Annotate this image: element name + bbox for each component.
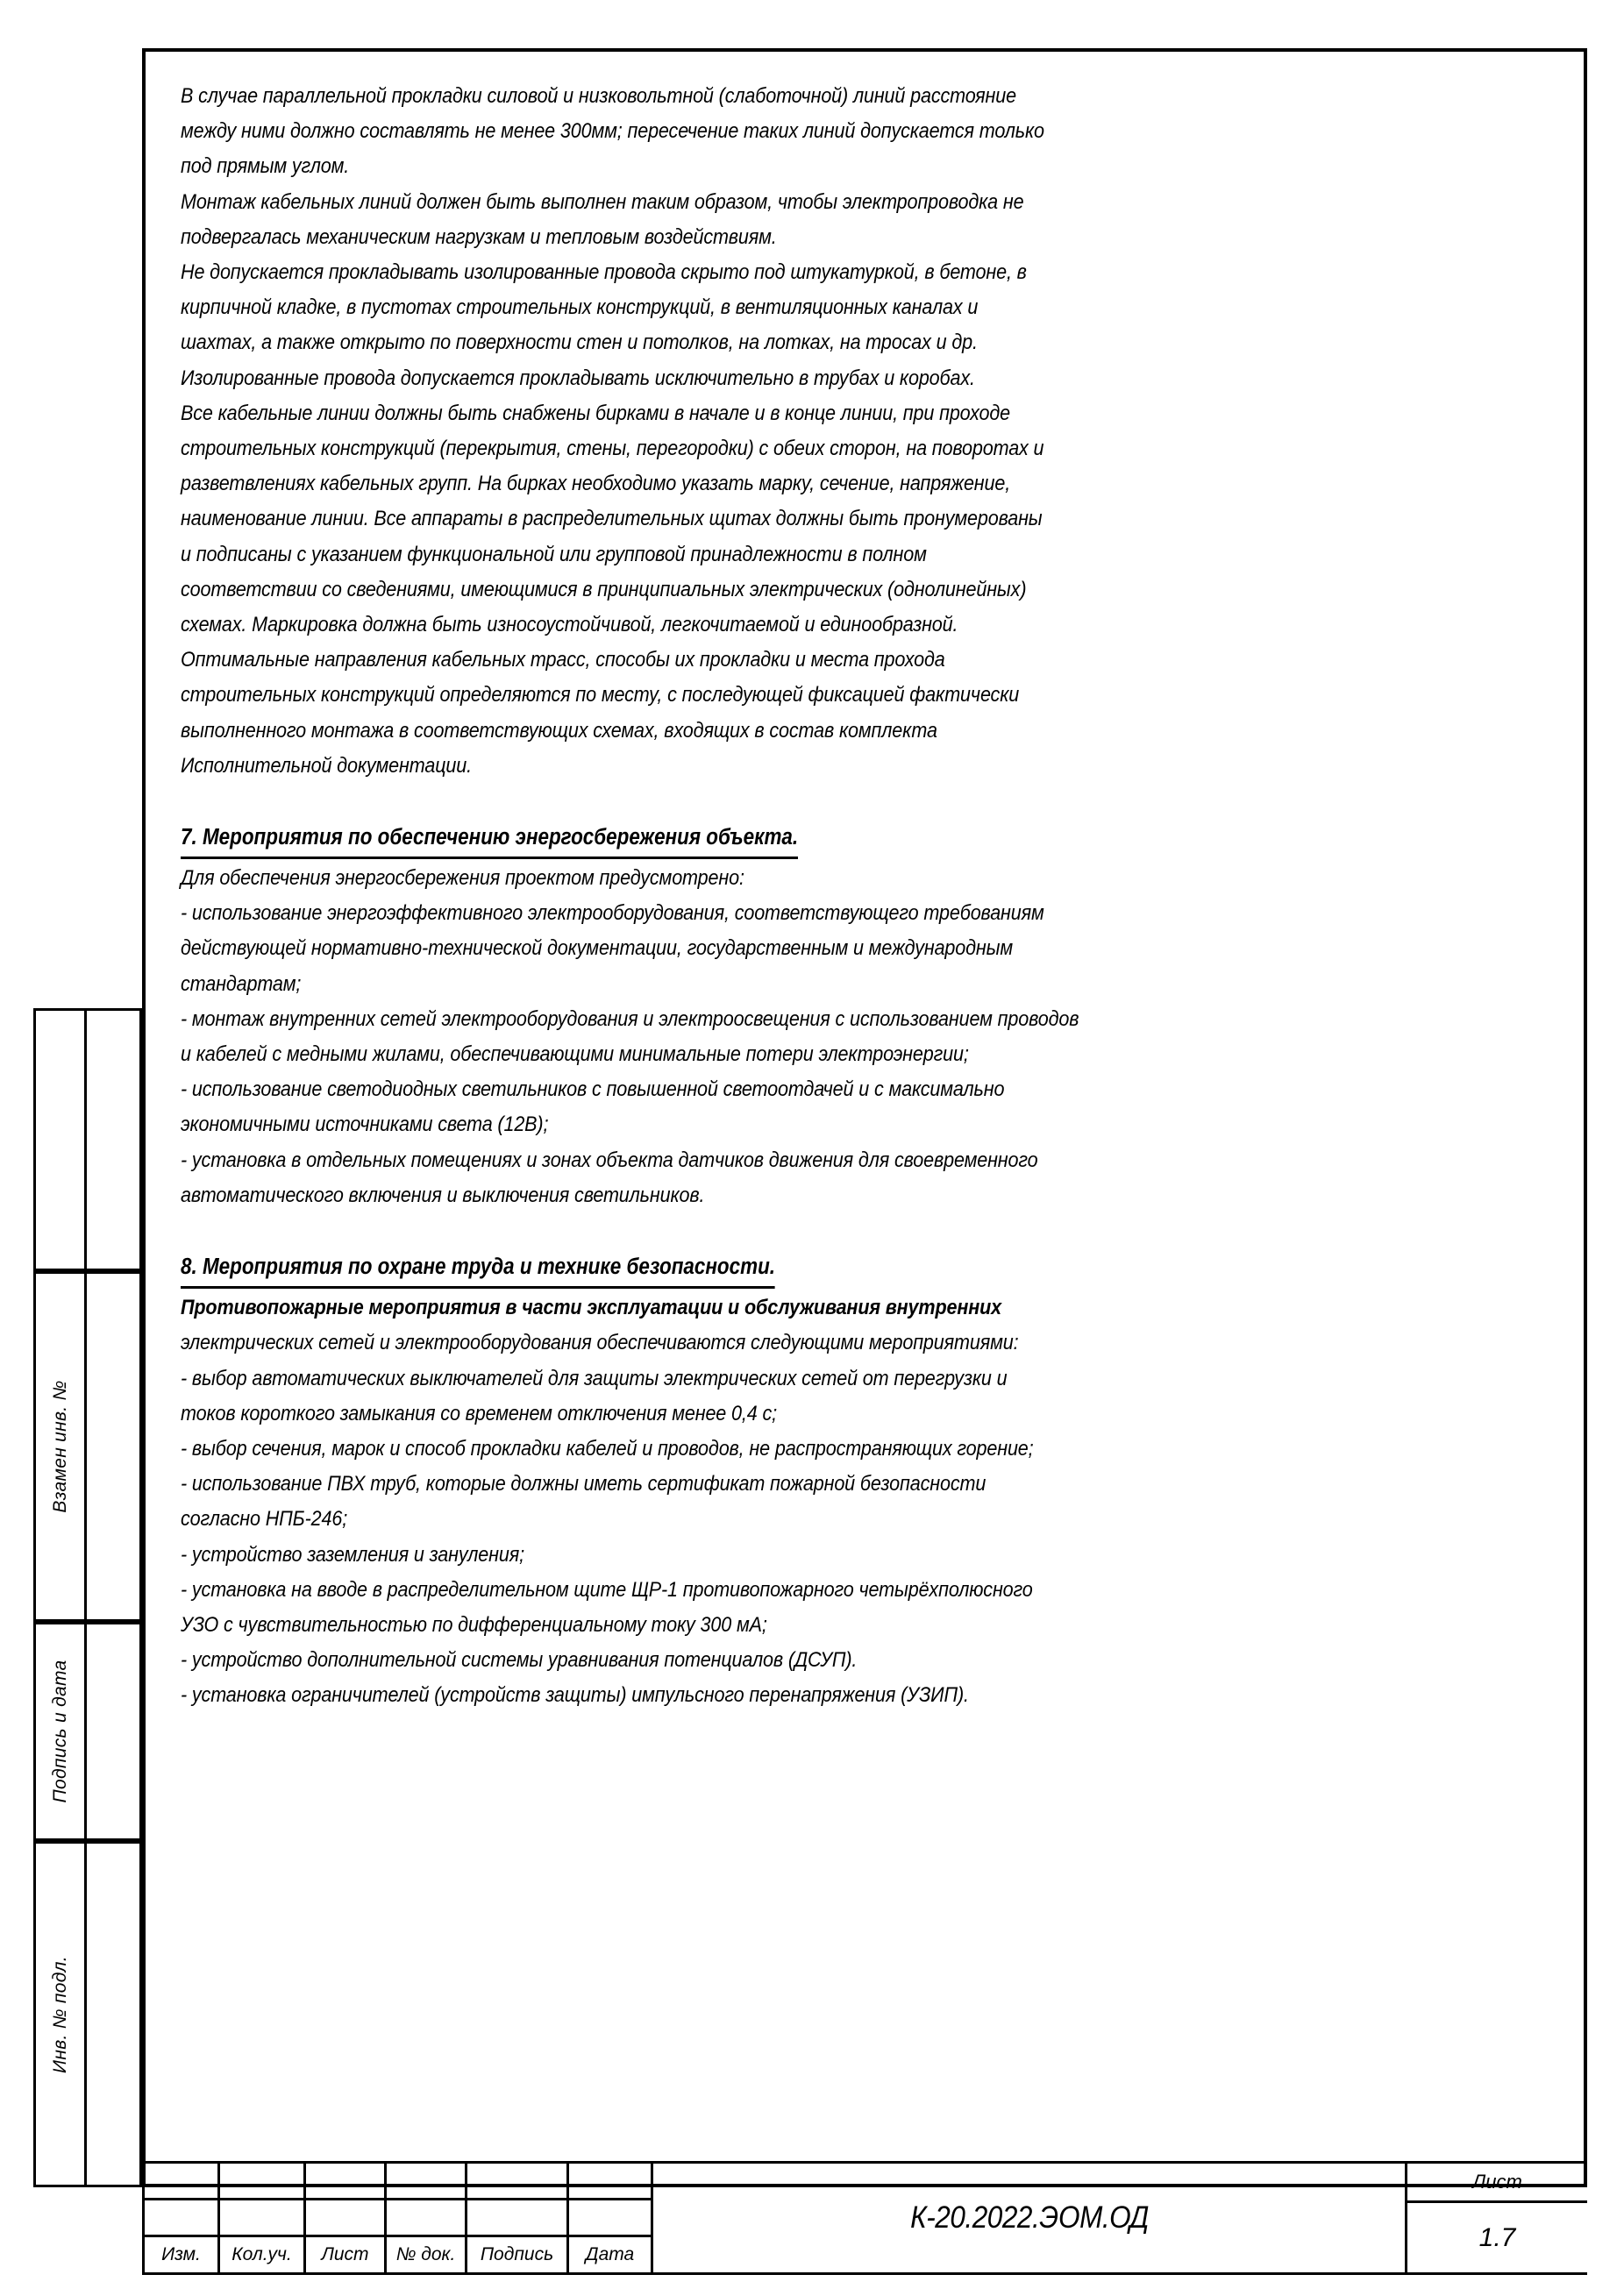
body-line: - использование энергоэффективного электрооборудования, соответствующего требованиям: [181, 901, 1044, 926]
body-line: Не допускается прокладывать изолированные провода скрыто под штукатуркой, в бетоне, в: [181, 260, 1027, 285]
body-line: - использование ПВХ труб, которые должны иметь сертификат пожарной безопасности: [181, 1472, 987, 1496]
cell-kol-r2[interactable]: [220, 2200, 306, 2235]
cell-dok-r1[interactable]: [387, 2164, 467, 2198]
body-line: Все кабельные линии должны быть снабжены бирками в начале и в конце линии, при проходе: [181, 401, 1010, 425]
body-line: - выбор сечения, марок и способ прокладки кабелей и проводов, не распространяющих горение;: [181, 1436, 1034, 1461]
stamp-block-inv-podl: [33, 1841, 142, 2187]
cell-kol-r1[interactable]: [220, 2164, 306, 2198]
stamp-block-podpis-data: [33, 1622, 142, 1841]
body-line: разветвлениях кабельных групп. На бирках необходимо указать марку, сечение, напряжение,: [181, 472, 1011, 496]
sheet-number-cell: [1407, 2161, 1587, 2275]
stamp-label-cell: [36, 1624, 87, 1838]
title-block-revision-grid: [142, 2161, 653, 2275]
body-line: УЗО с чувствительностью по дифференциальному току 300 мА;: [181, 1612, 767, 1637]
stamp-label-cell: [36, 1011, 87, 1269]
stamp-value-zamen-inv[interactable]: [87, 1274, 139, 1619]
body-line: подвергалась механическим нагрузкам и тепловым воздействиям.: [181, 224, 777, 249]
table-row: [145, 2200, 651, 2237]
cell-podpis-r2[interactable]: [467, 2200, 569, 2235]
body-line: выполненного монтажа в соответствующих схемах, входящих в состав комплекта: [181, 718, 937, 743]
body-line: - установка ограничителей (устройств защиты) импульсного перенапряжения (УЗИП).: [181, 1683, 969, 1708]
stamp-label-podpis-data: Подпись и дата: [49, 1660, 70, 1803]
body-line: схемах. Маркировка должна быть износоустойчивой, легкочитаемой и единообразной.: [181, 613, 958, 637]
body-line: строительных конструкций (перекрытия, стены, перегородки) с обеих сторон, на поворотах и: [181, 437, 1044, 461]
column-header-data: Дата: [585, 2244, 635, 2264]
sheet-label: Лист: [1407, 2164, 1587, 2203]
body-line: и кабелей с медными жилами, обеспечивающими минимальные потери электроэнергии;: [181, 1042, 969, 1067]
document-code-cell: [653, 2161, 1407, 2275]
table-row: [145, 2164, 651, 2200]
cell-data-r1[interactable]: [569, 2164, 651, 2198]
stamp-value-cell[interactable]: [87, 1011, 139, 1269]
body-line: под прямым углом.: [181, 154, 350, 179]
body-line: - установка на вводе в распределительном щите ЩР-1 противопожарного четырёхполюсного: [181, 1577, 1033, 1602]
body-line: шахтах, а также открыто по поверхности стен и потолков, на лотках, на тросах и др.: [181, 331, 978, 355]
body-line: наименование линии. Все аппараты в распределительных щитах должны быть пронумерованы: [181, 507, 1043, 531]
section7-heading-wrap: [181, 819, 1435, 861]
body-line: согласно НПБ-246;: [181, 1507, 348, 1532]
body-line: - использование светодиодных светильников с повышенной светоотдачей и с максимально: [181, 1077, 1005, 1102]
left-margin-stamp-column: [33, 1008, 142, 2187]
body-line: Исполнительной документации.: [181, 753, 472, 778]
cell-dok-r2[interactable]: [387, 2200, 467, 2235]
section8-heading-wrap: [181, 1248, 1435, 1290]
stamp-label-inv-podl: Инв. № подл.: [49, 1955, 70, 2073]
body-line: соответствии со сведениями, имеющимися в принципиальных электрических (однолинейных): [181, 577, 1027, 601]
body-line: электрических сетей и электрооборудования обеспечиваются следующими мероприятиями:: [181, 1331, 1019, 1355]
document-body-text: [181, 79, 1435, 1714]
body-line: Монтаж кабельных линий должен быть выполнен таким образом, чтобы электропроводка не: [181, 189, 1024, 214]
stamp-label-cell: [36, 1844, 87, 2185]
body-line: - установка в отдельных помещениях и зонах объекта датчиков движения для своевременного: [181, 1148, 1038, 1172]
stamp-value-inv-podl[interactable]: [87, 1844, 139, 2185]
body-line: Оптимальные направления кабельных трасс, способы их прокладки и места прохода: [181, 648, 945, 672]
body-line: строительных конструкций определяются по месту, с последующей фиксацией фактически: [181, 683, 1020, 707]
body-line: - монтаж внутренних сетей электрооборудования и электроосвещения с использованием проводов: [181, 1006, 1079, 1031]
body-line: стандартам;: [181, 971, 302, 996]
cell-izm-r1[interactable]: [145, 2164, 220, 2198]
cell-list-r2[interactable]: [306, 2200, 387, 2235]
section-spacer: [181, 784, 1435, 819]
body-line: Для обеспечения энергосбережения проектом предусмотрено:: [181, 866, 744, 891]
body-line: между ними должно составлять не менее 300мм; пересечение таких линий допускается только: [181, 119, 1044, 144]
column-header-ndok: № док.: [387, 2237, 467, 2272]
section8-bold-line: Противопожарные мероприятия в части эксплуатации и обслуживания внутренних: [181, 1296, 1002, 1320]
stamp-value-podpis-data[interactable]: [87, 1624, 139, 1838]
section7-heading: 7. Мероприятия по обеспечению энергосбережения объекта.: [181, 819, 798, 859]
stamp-block-zamen-inv: [33, 1271, 142, 1622]
body-line: - устройство заземления и зануления;: [181, 1542, 524, 1567]
body-line: и подписаны с указанием функциональной или групповой принадлежности в полном: [181, 542, 927, 566]
stamp-label-cell: [36, 1274, 87, 1619]
cell-list-r1[interactable]: [306, 2164, 387, 2198]
body-line: кирпичной кладке, в пустотах строительных конструкций, в вентиляционных каналах и: [181, 295, 979, 320]
cell-data-r2[interactable]: [569, 2200, 651, 2235]
title-block: [142, 2161, 1587, 2275]
body-line: действующей нормативно-технической документации, государственным и международным: [181, 936, 1014, 961]
body-line: автоматического включения и выключения светильников.: [181, 1183, 705, 1207]
body-line: Изолированные провода допускается прокладывать исключительно в трубах и коробах.: [181, 366, 975, 390]
body-line: токов короткого замыкания со временем отключения менее 0,4 с;: [181, 1401, 777, 1425]
body-line: - устройство дополнительной системы уравнивания потенциалов (ДСУП).: [181, 1648, 858, 1673]
stamp-label-zamen-inv: Взамен инв. №: [49, 1380, 70, 1513]
section-spacer: [181, 1213, 1435, 1248]
body-line: - выбор автоматических выключателей для защиты электрических сетей от перегрузки и: [181, 1366, 1008, 1390]
cell-izm-r2[interactable]: [145, 2200, 220, 2235]
body-line: экономичными источниками света (12В);: [181, 1112, 549, 1137]
stamp-block-empty: [33, 1008, 142, 1271]
cell-podpis-r1[interactable]: [467, 2164, 569, 2198]
section8-heading: 8. Мероприятия по охране труда и технике безопасности.: [181, 1248, 775, 1289]
column-header-podpis: Подпись: [467, 2237, 569, 2272]
column-header-koluch: Кол.уч.: [220, 2237, 306, 2272]
sheet-number: 1.7: [1478, 2222, 1516, 2252]
column-header-list: Лист: [306, 2237, 387, 2272]
table-header-row: [145, 2237, 651, 2272]
body-line: В случае параллельной прокладки силовой и низковольтной (слаботочной) линий расстояние: [181, 84, 1016, 108]
document-code-text: К-20.2022.ЭОМ.ОД: [909, 2200, 1149, 2235]
column-header-izm: Изм.: [145, 2237, 220, 2272]
